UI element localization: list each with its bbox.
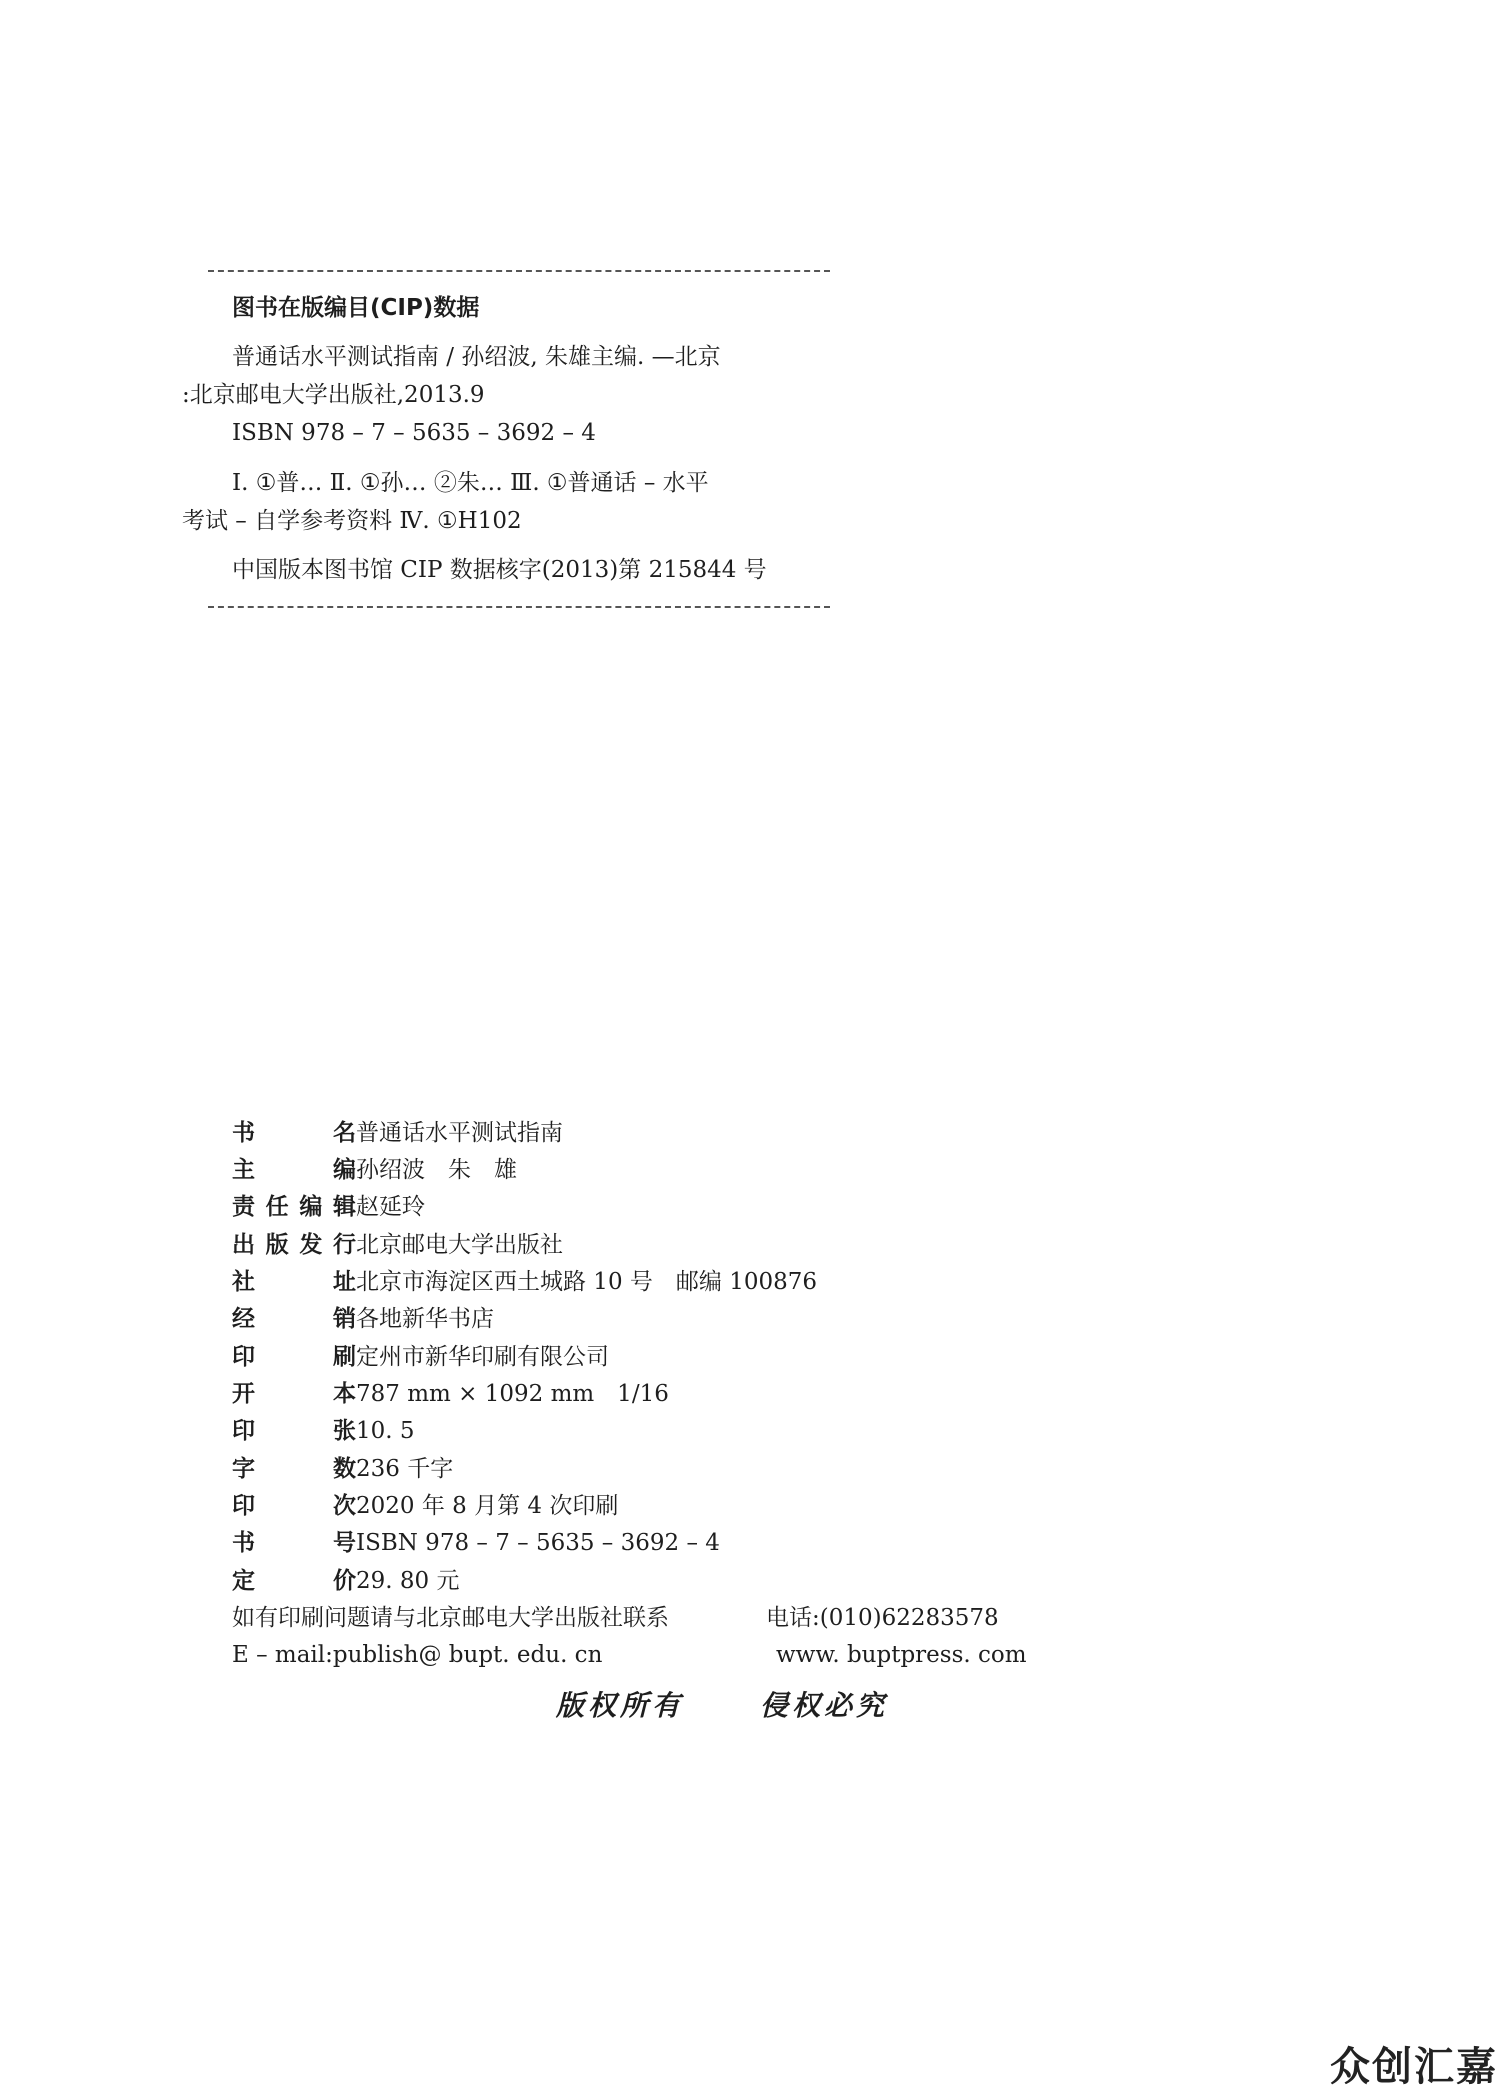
imprint-label: 字数: [232, 1456, 356, 1482]
imprint-label: 印刷: [232, 1344, 356, 1370]
imprint-row-responsible-editor: [232, 1192, 425, 1222]
imprint-value: ISBN 978 – 7 – 5635 – 3692 – 4: [356, 1530, 720, 1556]
imprint-label: 书号: [232, 1530, 356, 1556]
imprint-row-format: [232, 1379, 669, 1409]
imprint-label: 定价: [232, 1568, 356, 1594]
copyright-right: 侵权必究: [760, 1689, 889, 1722]
imprint-label: 经销: [232, 1306, 356, 1332]
imprint-row-printing: [232, 1491, 618, 1521]
imprint-value: 北京邮电大学出版社: [356, 1232, 563, 1258]
cip-bottom-divider: [208, 606, 830, 608]
imprint-row-word-count: [232, 1454, 453, 1484]
imprint-label: 开本: [232, 1381, 356, 1407]
imprint-value: 10. 5: [356, 1418, 415, 1444]
imprint-value: 2020 年 8 月第 4 次印刷: [356, 1493, 619, 1519]
cip-top-divider: [208, 270, 830, 272]
copyright-notice: [556, 1684, 888, 1724]
imprint-value: 定州市新华印刷有限公司: [356, 1344, 609, 1370]
imprint-row-distributor: [232, 1304, 494, 1334]
imprint-label: 责任编辑: [232, 1194, 356, 1220]
imprint-row-printer: [232, 1342, 609, 1372]
imprint-label: 印张: [232, 1418, 356, 1444]
contact-email: E – mail:publish@ bupt. edu. cn: [232, 1642, 603, 1668]
imprint-value: 各地新华书店: [356, 1306, 494, 1332]
imprint-label: 印次: [232, 1493, 356, 1519]
imprint-row-publisher: [232, 1230, 563, 1260]
imprint-row-isbn: [232, 1528, 720, 1558]
contact-website: www. buptpress. com: [776, 1642, 1027, 1668]
cip-title-line: 普通话水平测试指南 / 孙绍波, 朱雄主编. —北京: [232, 344, 721, 370]
imprint-label: 出版发行: [232, 1232, 356, 1258]
cip-classification-line-2: 考试 – 自学参考资料 Ⅳ. ①H102: [182, 508, 522, 534]
imprint-value: 787 mm × 1092 mm 1/16: [356, 1381, 669, 1407]
imprint-label: 书名: [232, 1120, 356, 1146]
contact-phone: 电话:(010)62283578: [766, 1605, 999, 1631]
cip-isbn-line: ISBN 978 – 7 – 5635 – 3692 – 4: [232, 420, 596, 446]
imprint-value: 孙绍波 朱 雄: [356, 1157, 517, 1183]
imprint-label: 社址: [232, 1269, 356, 1295]
imprint-row-sheets: [232, 1416, 415, 1446]
imprint-row-address: [232, 1267, 817, 1297]
imprint-value: 29. 80 元: [356, 1568, 460, 1594]
imprint-value: 236 千字: [356, 1456, 454, 1482]
imprint-value: 北京市海淀区西土城路 10 号 邮编 100876: [356, 1269, 817, 1295]
cip-record-number: 中国版本图书馆 CIP 数据核字(2013)第 215844 号: [232, 557, 767, 583]
contact-note: 如有印刷问题请与北京邮电大学出版社联系: [232, 1605, 669, 1631]
imprint-row-title: [232, 1118, 563, 1148]
cip-classification-line-1: Ⅰ. ①普… Ⅱ. ①孙… ②朱… Ⅲ. ①普通话 – 水平: [232, 470, 709, 496]
imprint-value: 赵延玲: [356, 1194, 425, 1220]
imprint-value: 普通话水平测试指南: [356, 1120, 563, 1146]
copyright-left: 版权所有: [556, 1689, 685, 1722]
imprint-row-editor: [232, 1155, 517, 1185]
imprint-label: 主编: [232, 1157, 356, 1183]
watermark-logo: 众创汇嘉: [1330, 2044, 1498, 2090]
cip-heading: 图书在版编目(CIP)数据: [232, 295, 480, 321]
cip-publisher-line: :北京邮电大学出版社,2013.9: [182, 382, 485, 408]
imprint-row-price: [232, 1566, 459, 1596]
